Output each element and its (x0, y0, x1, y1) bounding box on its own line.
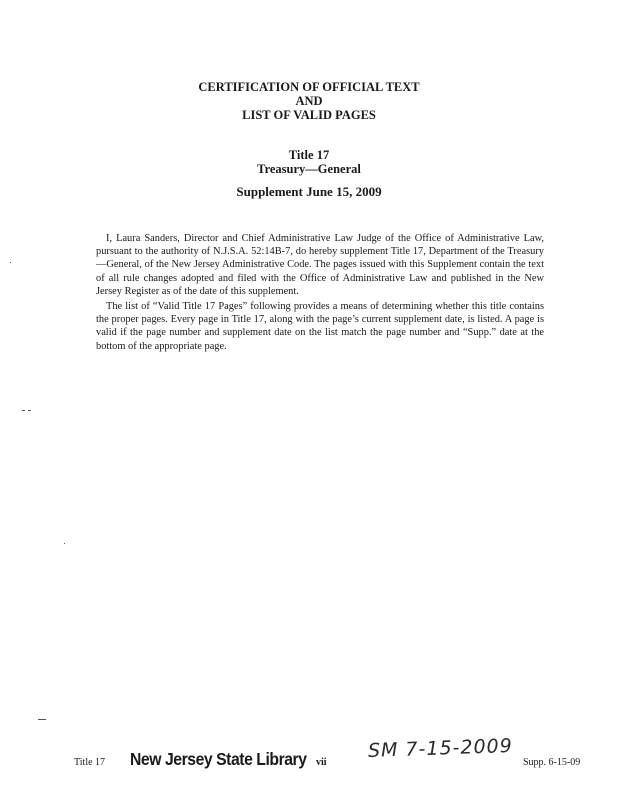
footer-supplement-date: Supp. 6-15-09 (523, 757, 581, 768)
certification-heading (0, 80, 618, 122)
certification-paragraph: I, Laura Sanders, Director and Chief Administrative Law Judge of the Office of Administrative Law, pursuant to the authority of N.J.S.A. 52:14B-7, do hereby supplement Title 17, Department of the Treasury—General, of the New Jersey Administrative Code. The pages issued with this Supplement contain the text of all rule changes adopted and filed with the Office of Administrative Law and published in the New Jersey Register as of the date of this supplement. (96, 233, 544, 297)
scan-speck (28, 410, 31, 411)
supplement-date: Supplement June 15, 2009 (236, 184, 382, 199)
scan-speck (10, 262, 11, 263)
title-number: Title 17 (288, 148, 330, 162)
footer-title: Title 17 (74, 757, 106, 768)
library-stamp: New Jersey State Library (130, 749, 307, 769)
scan-speck (64, 543, 65, 544)
valid-pages-paragraph: The list of “Valid Title 17 Pages” following provides a means of determining whether this title contains the proper pages. Every page in Title 17, along with the page’s current supplement date, is listed. A page is valid if the page number and supplement date on the list match the page number and “Supp.” date at the bottom of the appropriate page. (96, 301, 544, 352)
footer-page-number: vii (316, 757, 327, 768)
heading-line-2: AND (295, 94, 323, 108)
title-subject: Treasury—General (257, 162, 361, 176)
scan-speck (22, 410, 25, 411)
scan-speck (38, 719, 46, 720)
heading-line-1: CERTIFICATION OF OFFICIAL TEXT (198, 80, 420, 94)
handwritten-annotation: SM 7-15-2009 (367, 734, 514, 762)
title-block (0, 148, 618, 176)
heading-line-3: LIST OF VALID PAGES (242, 108, 376, 122)
